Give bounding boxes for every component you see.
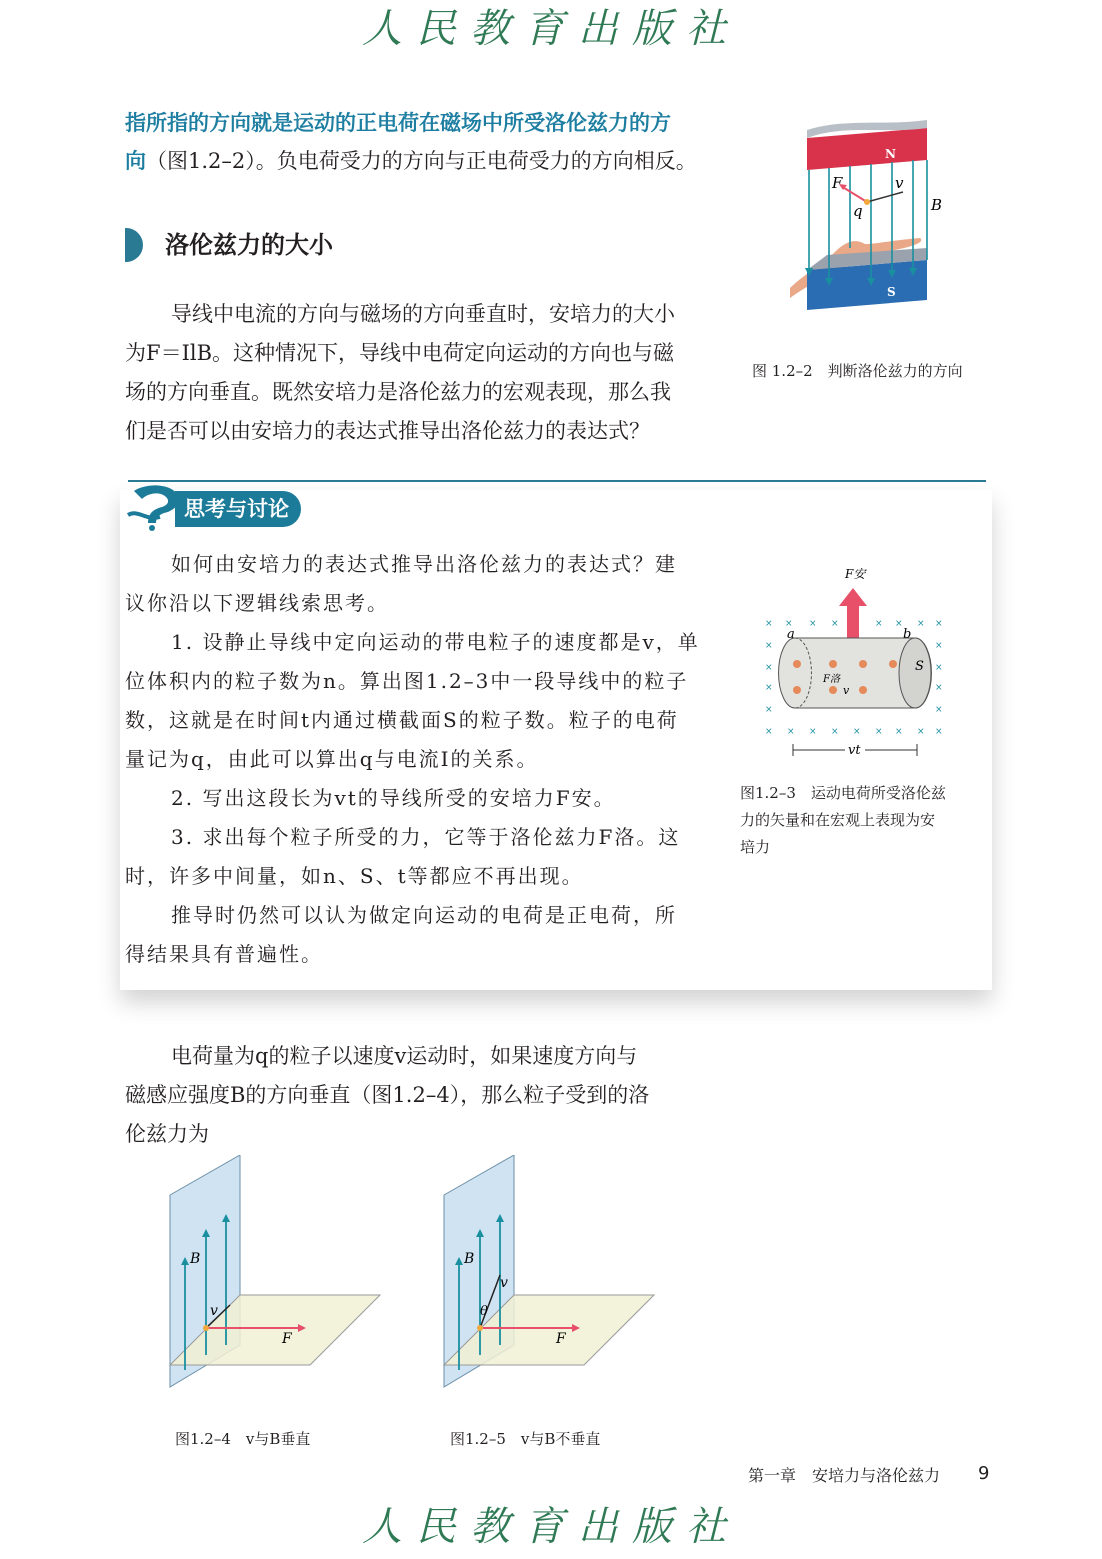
footer-chapter: 第一章 安培力与洛伦兹力 bbox=[748, 1466, 941, 1485]
figure-1-2-3-caption-line: 力的矢量和在宏观上表现为安 bbox=[740, 811, 936, 829]
svg-text:×: × bbox=[935, 619, 943, 629]
label-q: q bbox=[853, 202, 863, 220]
figure-1-2-5 bbox=[434, 1155, 664, 1425]
svg-text:×: × bbox=[809, 619, 817, 629]
think-line: 位体积内的粒子数为n。算出图1.2–3中一段导线中的粒子 bbox=[125, 669, 689, 693]
figure-1-2-2-caption: 图 1.2–2 判断洛伦兹力的方向 bbox=[752, 362, 963, 380]
think-line: 得结果具有普遍性。 bbox=[125, 942, 323, 966]
think-line: 量记为q，由此可以算出q与电流I的关系。 bbox=[125, 747, 539, 771]
label-s: S bbox=[887, 285, 896, 299]
svg-text:×: × bbox=[875, 619, 883, 629]
svg-text:×: × bbox=[831, 727, 839, 737]
charge-dot bbox=[864, 199, 870, 205]
paragraph-2-line: 磁感应强度B的方向垂直（图1.2–4），那么粒子受到的洛 bbox=[125, 1083, 650, 1107]
svg-text:×: × bbox=[935, 705, 943, 715]
figure-1-2-3 bbox=[755, 560, 955, 760]
svg-text:×: × bbox=[917, 727, 925, 737]
svg-text:×: × bbox=[935, 641, 943, 651]
svg-text:×: × bbox=[853, 727, 861, 737]
figure-1-2-3-caption bbox=[740, 780, 980, 861]
paragraph-2-line: 电荷量为q的粒子以速度v运动时，如果速度方向与 bbox=[171, 1044, 638, 1068]
svg-text:×: × bbox=[935, 727, 943, 737]
publisher-header: 人民教育出版社 bbox=[362, 6, 740, 52]
label-f-luo: F洛 bbox=[823, 674, 840, 685]
svg-text:×: × bbox=[917, 619, 925, 629]
paragraph-1-line: 为F＝IlB。这种情况下，导线中电荷定向运动的方向也与磁 bbox=[125, 341, 675, 365]
svg-text:×: × bbox=[765, 727, 773, 737]
svg-text:×: × bbox=[765, 663, 773, 673]
think-discuss-text bbox=[125, 545, 705, 974]
svg-text:×: × bbox=[895, 727, 903, 737]
paragraph-1-line: 导线中电流的方向与磁场的方向垂直时，安培力的大小 bbox=[171, 302, 675, 326]
label-b-end: b bbox=[903, 627, 912, 642]
label-v: v bbox=[500, 1275, 508, 1291]
paragraph-1-line: 们是否可以由安培力的表达式推导出洛伦兹力的表达式？ bbox=[125, 419, 650, 443]
svg-text:×: × bbox=[895, 619, 903, 629]
figure-1-2-4 bbox=[160, 1155, 390, 1425]
think-line: 2. 写出这段长为vt的导线所受的安培力F安。 bbox=[171, 786, 616, 810]
think-line: 推导时仍然可以认为做定向运动的电荷是正电荷，所 bbox=[171, 903, 677, 927]
page-number: 9 bbox=[978, 1463, 990, 1484]
svg-text:×: × bbox=[765, 683, 773, 693]
label-f: F bbox=[556, 1331, 566, 1347]
label-f-an: F安 bbox=[845, 567, 866, 581]
intro-line-2 bbox=[125, 142, 697, 181]
svg-text:×: × bbox=[809, 727, 817, 737]
svg-text:×: × bbox=[935, 663, 943, 673]
charge-dot bbox=[477, 1325, 483, 1331]
intro-line-1: 指所指的方向就是运动的正电荷在磁场中所受洛伦兹力的方 bbox=[125, 111, 671, 135]
velocity-vector bbox=[867, 192, 903, 202]
figure-1-2-2 bbox=[775, 120, 975, 335]
svg-text:×: × bbox=[831, 619, 839, 629]
label-v: v bbox=[210, 1303, 218, 1319]
think-line: 如何由安培力的表达式推导出洛伦兹力的表达式？建 bbox=[171, 552, 677, 576]
charge-dot bbox=[203, 1325, 209, 1331]
paragraph-2-line: 伦兹力为 bbox=[125, 1122, 209, 1146]
label-f: F bbox=[282, 1331, 292, 1347]
think-line: 3. 求出每个粒子所受的力，它等于洛伦兹力F洛。这 bbox=[171, 825, 681, 849]
ampere-force-arrow bbox=[847, 604, 859, 640]
figure-1-2-3-caption-line: 培力 bbox=[740, 838, 771, 856]
label-b: B bbox=[190, 1251, 201, 1267]
paragraph-1 bbox=[125, 295, 725, 451]
label-v-particle: v bbox=[843, 684, 850, 697]
think-discuss-badge: 思考与讨论 bbox=[175, 491, 301, 527]
label-v: v bbox=[895, 174, 904, 192]
paragraph-2 bbox=[125, 1037, 725, 1154]
figure-1-2-5-caption: 图1.2–5 v与B不垂直 bbox=[450, 1430, 601, 1448]
think-divider-line bbox=[128, 480, 986, 482]
svg-text:×: × bbox=[765, 705, 773, 715]
label-a: a bbox=[787, 627, 795, 642]
svg-text:×: × bbox=[787, 727, 795, 737]
publisher-footer: 人民教育出版社 bbox=[362, 1504, 740, 1550]
label-b: B bbox=[931, 196, 943, 214]
force-vector bbox=[841, 186, 867, 202]
think-line: 时，许多中间量，如n、S、t等都应不再出现。 bbox=[125, 864, 584, 888]
think-line: 1. 设静止导线中定向运动的带电粒子的速度都是v，单 bbox=[171, 630, 700, 654]
intro-line-2-rest: （图1.2–2）。负电荷受力的方向与正电荷受力的方向相反。 bbox=[146, 149, 697, 173]
intro-line-2-bold: 向 bbox=[125, 149, 146, 173]
svg-text:×: × bbox=[935, 683, 943, 693]
label-s-area: S bbox=[915, 659, 924, 674]
think-line: 数，这就是在时间t内通过横截面S的粒子数。粒子的电荷 bbox=[125, 708, 679, 732]
label-b: B bbox=[464, 1251, 475, 1267]
svg-text:×: × bbox=[785, 619, 793, 629]
label-n: N bbox=[885, 147, 896, 161]
north-pole-block bbox=[807, 128, 927, 170]
label-theta: θ bbox=[480, 1304, 488, 1319]
label-vt: vt bbox=[848, 743, 861, 758]
svg-text:×: × bbox=[765, 619, 773, 629]
svg-text:×: × bbox=[875, 727, 883, 737]
section-marker bbox=[125, 228, 143, 262]
paragraph-1-line: 场的方向垂直。既然安培力是洛伦兹力的宏观表现，那么我 bbox=[125, 380, 671, 404]
think-line: 议你沿以下逻辑线索思考。 bbox=[125, 591, 389, 615]
ampere-force-arrowhead bbox=[839, 588, 867, 606]
label-f: F bbox=[832, 174, 843, 192]
figure-1-2-4-caption: 图1.2–4 v与B垂直 bbox=[175, 1430, 311, 1448]
question-icon bbox=[126, 485, 182, 531]
section-title: 洛伦兹力的大小 bbox=[165, 231, 333, 259]
figure-1-2-3-caption-line: 图1.2–3 运动电荷所受洛伦兹 bbox=[740, 784, 946, 802]
svg-text:×: × bbox=[765, 641, 773, 651]
